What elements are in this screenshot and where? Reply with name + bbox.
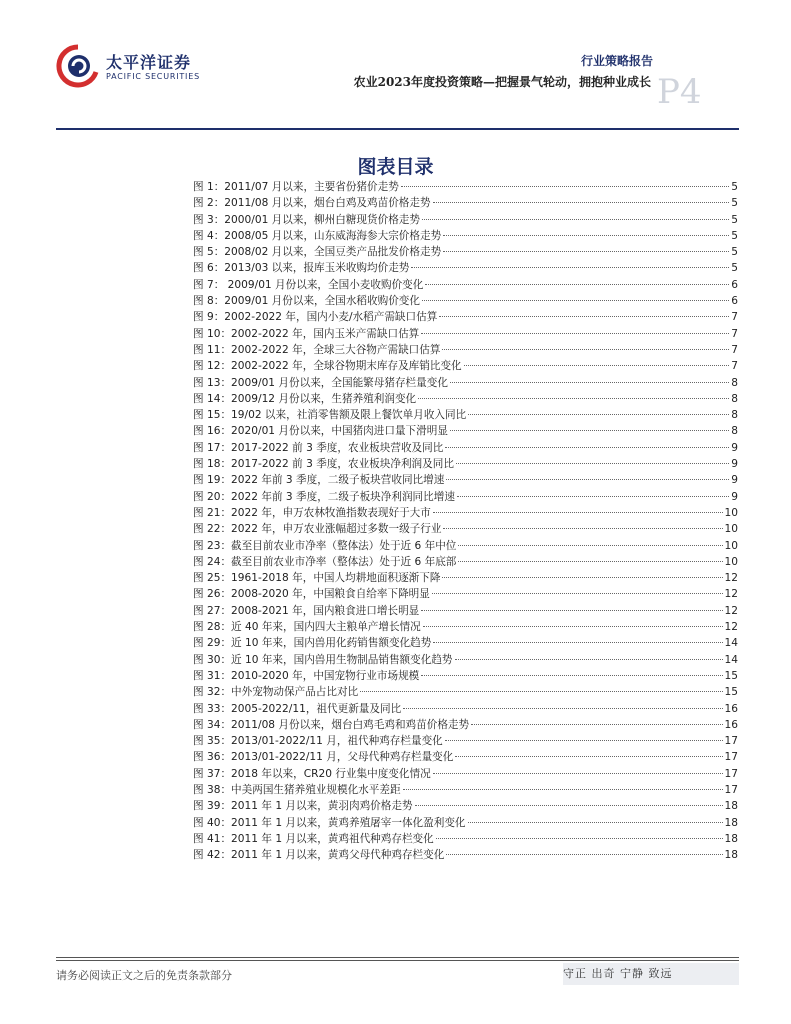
toc-leader-dots	[422, 219, 729, 220]
toc-entry[interactable]	[193, 407, 738, 423]
toc-entry-label: 图 1：2011/07 月以来，主要省份猪价走势	[193, 181, 399, 193]
toc-entry-label: 图 11：2002-2022 年，全球三大谷物产需缺口估算	[193, 343, 441, 356]
toc-leader-dots	[468, 822, 723, 823]
toc-entry-label: 图 8：2009/01 月份以来，全国水稻收购价变化	[193, 295, 420, 308]
toc-leader-dots	[421, 610, 722, 611]
toc-entry-page: 14	[724, 637, 738, 650]
toc-leader-dots	[403, 708, 722, 709]
toc-entry-page: 15	[724, 686, 738, 699]
toc-entry-label: 图 10：2002-2022 年，国内玉米产需缺口估算	[193, 327, 420, 340]
toc-entry-label: 图 9：2002-2022 年，国内小麦/水稻产需缺口估算	[193, 311, 438, 324]
toc-entry-page: 9	[731, 474, 738, 487]
footer-divider	[56, 957, 739, 958]
toc-entry-label: 图 3：2000/01 月以来，柳州白糖现货价格走势	[193, 213, 420, 226]
toc-entry-page: 7	[731, 360, 738, 373]
toc-entry-page: 18	[724, 816, 738, 829]
toc-entry-label: 图 31：2010-2020 年，中国宠物行业市场规模	[193, 669, 420, 682]
toc-entry-label: 图 25：1961-2018 年，中国人均耕地面积逐渐下降	[193, 572, 441, 585]
toc-leader-dots	[450, 382, 729, 383]
toc-entry-label: 图 19：2022 年前 3 季度，二级子板块营收同比增速	[193, 474, 445, 487]
toc-entry-page: 17	[724, 735, 738, 748]
toc-leader-dots	[433, 512, 723, 513]
toc-entry-label: 图 2：2011/08 月以来，烟台白鸡及鸡苗价格走势	[193, 197, 431, 210]
toc-entry-label: 图 28：近 40 年来，国内四大主粮单产增长情况	[193, 621, 421, 634]
toc-entry-page: 18	[724, 832, 738, 845]
toc-entry[interactable]	[193, 652, 738, 668]
toc-entry[interactable]	[193, 293, 738, 309]
toc-entry[interactable]	[193, 521, 738, 537]
toc-entry-page: 10	[724, 506, 738, 519]
toc-entry[interactable]	[193, 342, 738, 358]
toc-entry[interactable]	[193, 554, 738, 570]
toc-entry[interactable]	[193, 505, 738, 521]
toc-entry-page: 18	[724, 800, 738, 813]
toc-entry-label: 图 7： 2009/01 月份以来，全国小麦收购价变化	[193, 278, 424, 291]
toc-leader-dots	[446, 854, 722, 855]
toc-entry-page: 6	[731, 295, 738, 308]
toc-entry[interactable]	[193, 570, 738, 586]
toc-heading: 图表目录	[357, 156, 434, 178]
toc-leader-dots	[360, 691, 722, 692]
toc-entry-label: 图 20：2022 年前 3 季度，二级子板块净利润同比增速	[193, 490, 455, 503]
toc-entry-page: 16	[724, 718, 738, 731]
toc-leader-dots	[422, 300, 729, 301]
toc-entry-label: 图 26：2008-2020 年，中国粮食自给率下降明显	[193, 588, 430, 601]
toc-entry[interactable]	[193, 179, 738, 195]
toc-entry-label: 图 33：2005-2022/11，祖代更新量及同比	[193, 702, 402, 715]
toc-entry[interactable]	[193, 375, 738, 391]
toc-leader-dots	[436, 838, 723, 839]
toc-leader-dots	[433, 202, 730, 203]
toc-leader-dots	[457, 496, 729, 497]
toc-entry[interactable]	[193, 668, 738, 684]
toc-entry-label: 图 38：中美两国生猪养殖业规模化水平差距	[193, 783, 401, 796]
toc-entry-label: 图 34：2011/08 月份以来，烟台白鸡毛鸡和鸡苗价格走势	[193, 718, 470, 731]
toc-leader-dots	[456, 463, 729, 464]
toc-entry-label: 图 41：2011 年 1 月以来，黄鸡祖代种鸡存栏变化	[193, 832, 434, 845]
toc-entry-label: 图 5：2008/02 月以来，全国豆类产品批发价格走势	[193, 246, 442, 259]
toc-leader-dots	[443, 235, 729, 236]
toc-leader-dots	[443, 251, 729, 252]
toc-entry-page: 8	[731, 392, 738, 405]
toc-entry-label: 图 12：2002-2022 年，全球谷物期末库存及库销比变化	[193, 360, 462, 373]
toc-entry[interactable]	[193, 831, 738, 847]
toc-leader-dots	[403, 789, 723, 790]
toc-entry-page: 8	[731, 425, 738, 438]
toc-leader-dots	[464, 365, 730, 366]
toc-entry-page: 15	[724, 669, 738, 682]
logo-text-en: PACIFIC SECURITIES	[106, 72, 200, 81]
toc-entry[interactable]	[193, 603, 738, 619]
toc-leader-dots	[455, 659, 723, 660]
toc-entry-page: 8	[731, 409, 738, 422]
toc-entry[interactable]	[193, 228, 738, 244]
toc-entry-page: 9	[731, 490, 738, 503]
toc-entry[interactable]	[193, 260, 738, 276]
toc-entry-page: 5	[731, 197, 738, 210]
toc-entry[interactable]	[193, 733, 738, 749]
toc-entry[interactable]	[193, 701, 738, 717]
toc-leader-dots	[411, 267, 729, 268]
toc-entry-label: 图 21：2022 年，申万农林牧渔指数表现好于大市	[193, 506, 431, 519]
toc-entry-label: 图 32：中外宠物动保产品占比对比	[193, 686, 359, 699]
toc-entry[interactable]	[193, 782, 738, 798]
toc-entry-label: 图 29：近 10 年来，国内兽用化药销售额变化趋势	[193, 637, 432, 650]
toc-entry-page: 12	[724, 588, 738, 601]
toc-entry-label: 图 17：2017-2022 前 3 季度，农业板块营收及同比	[193, 441, 444, 454]
toc-leader-dots	[415, 805, 723, 806]
toc-leader-dots	[471, 724, 722, 725]
toc-leader-dots	[455, 756, 722, 757]
toc-entry[interactable]	[193, 684, 738, 700]
toc-entry-page: 17	[724, 767, 738, 780]
toc-entry-page: 8	[731, 376, 738, 389]
toc-leader-dots	[445, 447, 729, 448]
toc-leader-dots	[425, 284, 729, 285]
toc-entry-page: 9	[731, 458, 738, 471]
toc-entry[interactable]	[193, 847, 738, 863]
toc-entry-page: 17	[724, 751, 738, 764]
toc-entry-page: 16	[724, 702, 738, 715]
toc-entry[interactable]	[193, 244, 738, 260]
toc-entry-label: 图 13：2009/01 月份以来，全国能繁母猪存栏量变化	[193, 376, 448, 389]
toc-leader-dots	[421, 675, 722, 676]
footer-motto: 守正 出奇 宁静 致远	[563, 963, 739, 985]
toc-entry-page: 10	[724, 539, 738, 552]
toc-entry-label: 图 40：2011 年 1 月以来，黄鸡养殖屠宰一体化盈利变化	[193, 816, 466, 829]
toc-entry-label: 图 23：截至目前农业市净率（整体法）处于近 6 年中位	[193, 539, 457, 552]
toc-entry-page: 5	[731, 229, 738, 242]
toc-entry-page: 7	[731, 327, 738, 340]
toc-entry[interactable]	[193, 619, 738, 635]
toc-leader-dots	[442, 577, 722, 578]
toc-leader-dots	[418, 398, 729, 399]
toc-leader-dots	[458, 561, 722, 562]
toc-entry-label: 图 42：2011 年 1 月以来，黄鸡父母代种鸡存栏变化	[193, 849, 445, 862]
toc-leader-dots	[445, 740, 723, 741]
toc-leader-dots	[423, 626, 723, 627]
toc-entry-page: 12	[724, 621, 738, 634]
toc-entry-label: 图 22：2022 年，申万农业涨幅超过多数一级子行业	[193, 523, 442, 536]
toc-entry-page: 5	[731, 262, 738, 275]
toc-entry-page: 10	[724, 523, 738, 536]
toc-entry-page: 6	[731, 278, 738, 291]
page-number: P4	[657, 72, 702, 112]
footer-disclaimer: 请务必阅读正文之后的免责条款部分	[56, 969, 232, 982]
report-title: 农业2023年度投资策略—把握景气轮动，拥抱种业成长	[353, 75, 651, 89]
toc-entry-label: 图 4：2008/05 月以来，山东威海海参大宗价格走势	[193, 229, 442, 242]
toc-entry[interactable]	[193, 391, 738, 407]
pacific-securities-logo-icon	[56, 44, 100, 88]
toc-entry-page: 10	[724, 555, 738, 568]
toc-entry-page: 7	[731, 343, 738, 356]
report-type-label: 行业策略报告	[580, 54, 653, 68]
toc-entry[interactable]	[193, 766, 738, 782]
toc-entry[interactable]	[193, 815, 738, 831]
toc-entry-page: 5	[731, 213, 738, 226]
toc-leader-dots	[468, 414, 729, 415]
toc-entry-page: 9	[731, 441, 738, 454]
toc-entry-page: 5	[731, 246, 738, 259]
toc-leader-dots	[439, 316, 729, 317]
toc-entry-label: 图 18：2017-2022 前 3 季度，农业板块净利润及同比	[193, 458, 454, 471]
toc-entry-label: 图 14：2009/12 月份以来，生猪养殖利润变化	[193, 392, 417, 405]
header-divider	[56, 128, 739, 130]
toc-entry-page: 12	[724, 604, 738, 617]
toc-leader-dots	[432, 593, 723, 594]
toc-entry-label: 图 39：2011 年 1 月以来，黄羽肉鸡价格走势	[193, 800, 413, 813]
toc-entry-label: 图 16：2020/01 月份以来，中国猪肉进口量下滑明显	[193, 425, 448, 438]
toc-entry[interactable]	[193, 212, 738, 228]
toc-leader-dots	[442, 349, 729, 350]
toc-leader-dots	[433, 773, 723, 774]
toc-list	[193, 179, 738, 863]
toc-entry-page: 18	[724, 849, 738, 862]
toc-entry-page: 12	[724, 572, 738, 585]
toc-entry-page: 14	[724, 653, 738, 666]
footer-divider-secondary	[56, 960, 739, 961]
company-logo	[56, 44, 216, 88]
toc-leader-dots	[450, 430, 729, 431]
toc-entry-label: 图 36：2013/01-2022/11 月，父母代种鸡存栏量变化	[193, 751, 454, 764]
toc-entry[interactable]	[193, 277, 738, 293]
toc-entry[interactable]	[193, 195, 738, 211]
toc-entry-label: 图 30：近 10 年来，国内兽用生物制品销售额变化趋势	[193, 653, 453, 666]
toc-entry-page: 5	[731, 181, 738, 193]
toc-entry[interactable]	[193, 456, 738, 472]
toc-entry[interactable]	[193, 423, 738, 439]
toc-leader-dots	[458, 545, 722, 546]
toc-entry[interactable]	[193, 538, 738, 554]
toc-entry[interactable]	[193, 358, 738, 374]
toc-entry-label: 图 24：截至目前农业市净率（整体法）处于近 6 年底部	[193, 555, 457, 568]
toc-leader-dots	[433, 642, 722, 643]
toc-entry[interactable]	[193, 326, 738, 342]
toc-entry[interactable]	[193, 489, 738, 505]
toc-entry[interactable]	[193, 635, 738, 651]
toc-entry-label: 图 15：19/02 以来，社消零售额及限上餐饮单月收入同比	[193, 409, 467, 422]
toc-entry[interactable]	[193, 717, 738, 733]
toc-entry-label: 图 35：2013/01-2022/11 月，祖代种鸡存栏量变化	[193, 735, 443, 748]
toc-entry-label: 图 27：2008-2021 年，国内粮食进口增长明显	[193, 604, 420, 617]
toc-entry[interactable]	[193, 472, 738, 488]
logo-text-cn: 太平洋证券	[106, 53, 192, 72]
toc-entry-label: 图 6：2013/03 以来，报库玉米收购均价走势	[193, 262, 410, 275]
toc-leader-dots	[421, 333, 729, 334]
toc-entry[interactable]	[193, 749, 738, 765]
toc-entry-page: 17	[724, 783, 738, 796]
toc-entry[interactable]	[193, 309, 738, 325]
toc-leader-dots	[401, 186, 729, 187]
toc-entry[interactable]	[193, 440, 738, 456]
toc-leader-dots	[446, 479, 729, 480]
toc-leader-dots	[443, 528, 722, 529]
toc-entry[interactable]	[193, 798, 738, 814]
toc-entry-page: 7	[731, 311, 738, 324]
toc-entry-label: 图 37：2018 年以来，CR20 行业集中度变化情况	[193, 767, 431, 780]
toc-entry[interactable]	[193, 586, 738, 602]
